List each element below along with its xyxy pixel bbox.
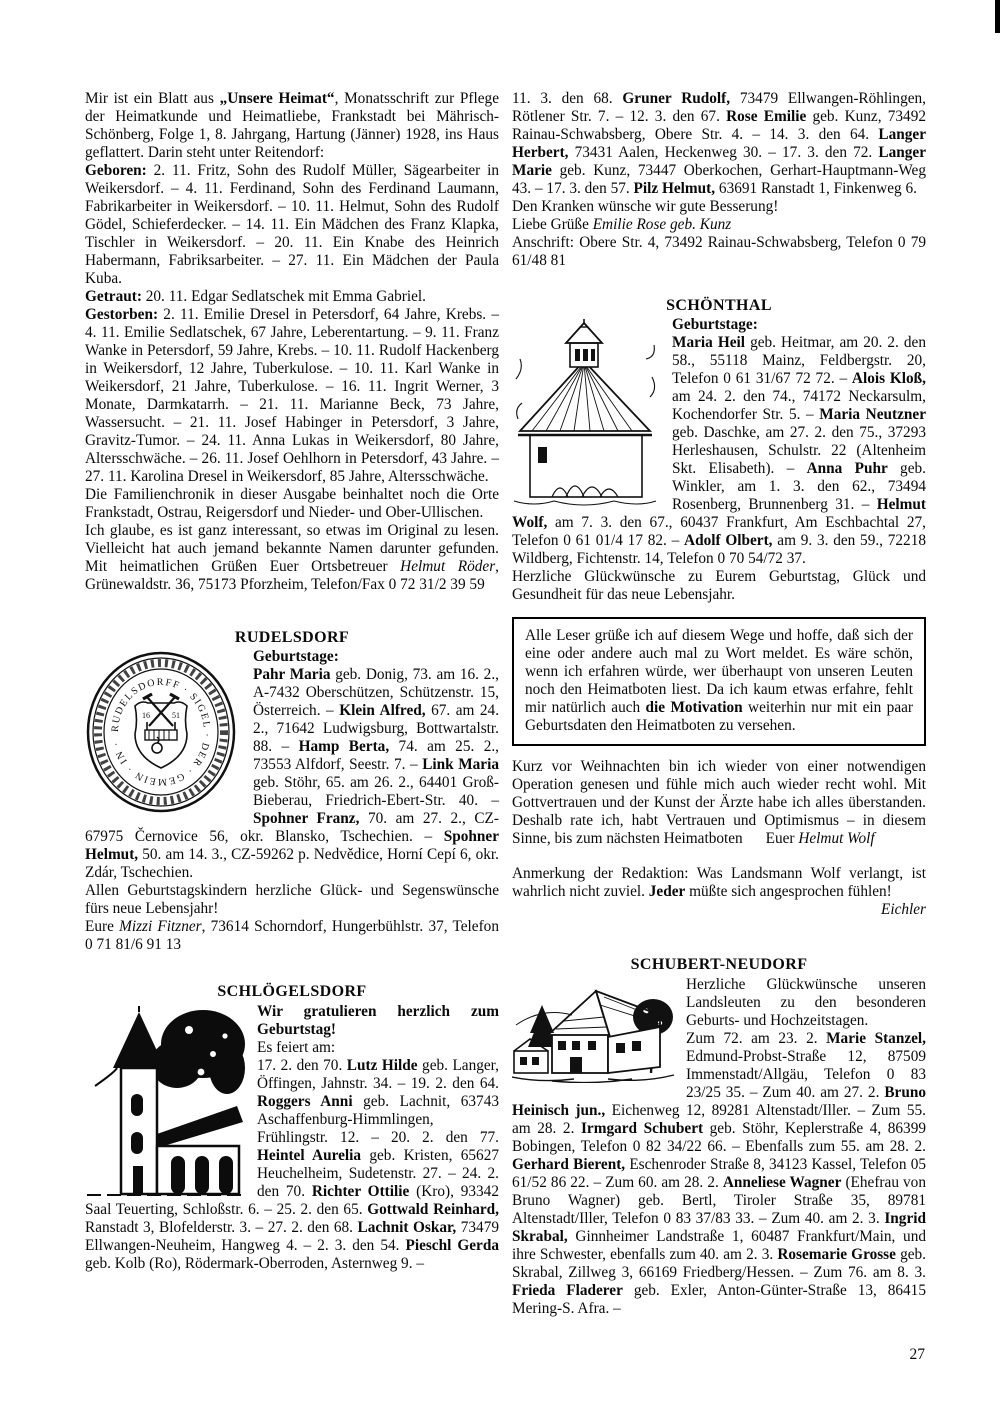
schubert-neudorf-section (512, 955, 926, 1318)
schubert-neudorf-birthdays: Zum 72. am 23. 2. Marie Stanzel, Edmund-Probst-Straße 12, 87509 Immenstadt/Allgäu, Telefon 0 83 23/25 35. – Zum 40. am 27. 2. Bruno Heinisch jun., Eichenweg 12, 89281 Altenstadt/Iller. – Zum 55. am 28. 2. Irmgard Schubert geb. Stöhr, Keplerstraße 4, 86399 Bobingen, Telefon 0 82 34/22 66. – Ebenfalls zum 55. am 28. 2. Gerhard Bierent, Eschenroder Straße 8, 34123 Kassel, Telefon 05 61/52 86 22. – Zum 60. am 28. 2. Anneliese Wagner (Ehefrau von Bruno Wagner) geb. Bertl, Tiroler Straße 35, 89781 Altenstadt/Iller, Telefon 0 83 37/83 33. – Zum 40. am 2. 3. Ingrid Skrabal, Ginnheimer Landstraße 1, 60487 Frankfurt/Main, und ihre Schwester, ebenfalls zum 40. am 2. 3. Rosemarie Grosse geb. Skrabal, Zillweg 3, 66169 Friedberg/Hessen. – Zum 76. am 8. 3. Frieda Fladerer geb. Exler, Anton-Günter-Straße 13, 86415 Mering-S. Afra. – (512, 1030, 926, 1317)
reader-appeal-text: Alle Leser grüße ich auf diesem Wege und hoffe, daß sich der eine oder andere auch mal zu Wort meldet. Es wäre schön, wenn ich erfahren würde, wer überhaupt von unseren Leuten noch den Heimatboten liest. Da ich kaum etwas erfahre, fehlt mir natürlich auch die Motivation weiterhin nur mit ein paar Geburtsdaten den Heimatboten zu versehen. (525, 627, 913, 734)
schloegelsdorf-body (85, 1003, 499, 1273)
schloegelsdorf-congrats: Wir gratulieren herzlich zum Geburtstag! (257, 1003, 499, 1038)
gruesse-line: Liebe Grüße Emilie Rose geb. Kunz (512, 216, 732, 233)
schoenthal-heading: SCHÖNTHAL (666, 297, 772, 314)
schloegelsdorf-heading: SCHLÖGELSDORF (217, 983, 367, 1000)
gestorben-paragraph: Gestorben: 2. 11. Emilie Dresel in Petersdorf, 64 Jahre, Krebs. – 4. 11. Emilie Sedlatschek, 67 Jahre, Leberentartung. – 9. 11. Franz Wanke in Petersdorf, 59 Jahre, Krebs. – 10. 11. Rudolf Hackenberg in Weikersdorf, 12 Jahre, Tuberkulose. – 10. 11. Karl Wanke in Weikersdorf, 21 Jahre, Tuberkulose. – 16. 11. Ingrit Werner, 3 Monate, Darmkatarrh. – 21. 11. Marianne Beck, 73 Jahre, Wassersucht. – 21. 11. Josef Habinger in Petersdorf, 3 Jahre, Gravitz-Tumor. – 24. 11. Anna Lukas in Weikersdorf, 80 Jahre, Altersschwäche. – 26. 11. Josef Oehlhorn in Petersdorf, 43 Jahre. – 27. 11. Karolina Dresel in Weikersdorf, 85 Jahre, Altersschwäche. (85, 306, 499, 485)
schoenthal-wishes: Herzliche Glückwünsche zu Eurem Geburtstag, Glück und Gesundheit für das neue Lebensjahr. (512, 568, 926, 603)
page-number: 27 (909, 1346, 925, 1363)
familienchronik-paragraph: Die Familienchronik in dieser Ausgabe beinhaltet noch die Orte Frankstadt, Ostrau, Reigersdorf und Nieder- und Ober-Ullischen. (85, 486, 499, 521)
rudelsdorf-wishes: Allen Geburtstagskindern herzliche Glück- und Segenswünsche fürs neue Lebensjahr! (85, 882, 499, 917)
rudelsdorf-geburtstage-label: Geburtstage: (253, 648, 339, 665)
schubert-neudorf-body (512, 976, 926, 1318)
schloegelsdorf-birthdays: 17. 2. den 70. Lutz Hilde geb. Langer, Öffingen, Jahnstr. 34. – 19. 2. den 64. Roggers Anni geb. Lachnit, 63743 Aschaffenburg-Himmlingen, Frühlingstr. 12. – 20. 2. den 77. Heintel Aurelia geb. Kristen, 65627 Heuchelheim, Sudetenstr. 27. – 24. 2. den 70. Richter Ottilie (Kro), 93342 Saal Teuerting, Schloßstr. 6. – 25. 2. den 65. Gottwald Reinhard, Ranstadt 3, Blofelderstr. 3. – 27. 2. den 68. Lachnit Oskar, 73479 Ellwangen-Neuheim, Hangweg 4. – 2. 3. den 54. Pieschl Gerda geb. Kolb (Ro), Rödermark-Oberroden, Asternweg 9. – (85, 1057, 500, 1272)
schloegelsdorf-section (85, 982, 499, 1273)
schoenthal-body (512, 316, 926, 604)
left-column (85, 90, 499, 1318)
reader-appeal-box (512, 617, 926, 746)
kurz-paragraph: Kurz vor Weihnachten bin ich wieder von einer notwendigen Operation genesen und fühle mich auch wieder recht wohl. Mit Gottvertrauen und der Kunst der Ärzte habe ich alles überstanden. Deshalb rate ich, habt Vertrauen und Optimismus – in diesem Sinne, bis zum nächsten Heimatboten Euer Helmut Wolf (512, 758, 926, 847)
schubert-neudorf-farmhouse-image (512, 979, 676, 1083)
intro-paragraph: Mir ist ein Blatt aus „Unsere Heimat“, Monatsschrift zur Pflege der Heimatkunde und Heimatliebe, Frankstadt bei Mährisch-Schönberg, Folge 1, 8. Jahrgang, Hartung (Jänner) 1928, ins Haus geflattert. Darin steht unter Reitendorf: (85, 90, 499, 161)
schubert-neudorf-intro: Herzliche Glückwünsche unseren Landsleuten zu den besonderen Geburts- und Hochzeitstagen. (686, 976, 926, 1029)
besserung-line: Den Kranken wünsche wir gute Besserung! (512, 198, 779, 215)
schloegelsdorf-continuation: 11. 3. den 68. Gruner Rudolf, 73479 Ellwangen-Röhlingen, Rötlener Str. 7. – 12. 3. den 67. Rose Emilie geb. Kunz, 73492 Rainau-Schwabsberg, Obere Str. 4. – 14. 3. den 64. Langer Herbert, 73431 Aalen, Heckenweg 30. – 17. 3. den 72. Langer Marie geb. Kunz, 73447 Oberkochen, Gerhart-Hauptmann-Weg 43. – 17. 3. den 57. Pilz Helmut, 63691 Ranstadt 1, Finkenweg 6. (512, 90, 926, 197)
svg-text:RUDELSDORFF · SIGEL · DER · GE (110, 677, 212, 787)
seal-legend-text: RUDELSDORFF · SIGEL · DER · GEMEIN · IN · (109, 676, 213, 788)
seal-year-16: 16 (142, 711, 150, 720)
rudelsdorf-signature: Eure Mizzi Fitzner, 73614 Schorndorf, Hungerbühlstr. 37, Telefon 0 71 81/6 91 13 (85, 918, 499, 953)
anschrift-line: Anschrift: Obere Str. 4, 73492 Rainau-Schwabsberg, Telefon 0 79 61/48 81 (512, 234, 926, 269)
redaktion-anmerkung: Anmerkung der Redaktion: Was Landsmann Wolf verlangt, ist wahrlich nicht zuviel. Jeder müßte sich angesprochen fühlen! (512, 865, 926, 900)
eichler-signature: Eichler (880, 901, 926, 918)
scan-corner-mark (995, 0, 1000, 33)
rudelsdorf-section (85, 628, 499, 954)
rudelsdorf-seal-image (85, 650, 237, 814)
seal-year-51: 51 (172, 711, 180, 720)
rudelsdorf-body (85, 648, 499, 954)
schoenthal-chapel-image (512, 319, 658, 507)
rudelsdorf-heading: RUDELSDORF (234, 629, 350, 646)
glaube-paragraph: Ich glaube, es ist ganz interessant, so etwas im Original zu lesen. Vielleicht hat auch jemand bekannte Namen darunter gefunden. Mit heimatlichen Grüßen Euer Ortsbetreuer Helmut Röder, Grünewaldstr. 36, 75173 Pforzheim, Telefon/Fax 0 72 31/2 39 59 (85, 522, 499, 593)
rudelsdorf-birthdays: Pahr Maria geb. Donig, 73. am 16. 2., A-7432 Oberschützen, Schützenstr. 15, Österreich. – Klein Alfred, 67. am 24. 2., 71642 Ludwigsburg, Bottwartalstr. 88. – Hamp Berta, 74. am 25. 2., 73553 Alfdorf, Seestr. 7. – Link Maria geb. Stöhr, 65. am 26. 2., 64401 Groß-Bieberau, Friedrich-Ebert-Str. 40. – Spohner Franz, 70. am 27. 2., CZ-67975 Černovice 56, okr. Blansko, Tschechien. – Spohner Helmut, 50. am 14. 3., CZ-59262 p. Nedvědice, Horní Cepí 6, okr. Zdár, Tschechien. (85, 666, 500, 881)
schloegelsdorf-feiert: Es feiert am: (257, 1039, 336, 1056)
schoenthal-geburtstage-label: Geburtstage: (672, 316, 758, 333)
right-column (512, 90, 926, 1318)
two-column-layout (85, 90, 926, 1318)
schloegelsdorf-church-image (85, 1006, 245, 1198)
getraut-paragraph: Getraut: 20. 11. Edgar Sedlatschek mit Emma Gabriel. (85, 288, 426, 305)
schoenthal-birthdays: Maria Heil geb. Heitmar, am 20. 2. den 58., 55118 Mainz, Feldbergstr. 20, Telefon 0 61 31/67 72 72. – Alois Kloß, am 24. 2. den 74., 74172 Neckarsulm, Kochendorfer Str. 5. – Maria Neutzner geb. Daschke, am 27. 2. den 75., 37293 Herleshausen, Schulstr. 22 (Altenheim Skt. Elisabeth). – Anna Puhr geb. Winkler, am 1. 3. den 62., 73494 Rosenberg, Brunnenberg 31. – Helmut Wolf, am 7. 3. den 67., 60437 Frankfurt, Am Eschbachtal 27, Telefon 0 61 01/4 17 82. – Adolf Olbert, am 9. 3. den 59., 72218 Wildberg, Fichtenstr. 14, Telefon 0 70 54/72 37. (512, 334, 926, 567)
geboren-paragraph: Geboren: 2. 11. Fritz, Sohn des Rudolf Müller, Sägearbeiter in Weikersdorf. – 4. 11. Ferdinand, Sohn des Ferdinand Laumann, Fabrikarbeiter in Weikersdorf. – 10. 11. Helmut, Sohn des Rudolf Gödel, Schieferdecker. – 14. 11. Ein Mädchen des Franz Klapka, Tischler in Weikersdorf. – 20. 11. Ein Knabe des Heinrich Habermann, Fabriksarbeiter. – 27. 11. Ein Mädchen der Paula Kuba. (85, 162, 499, 287)
schoenthal-section (512, 296, 926, 604)
schubert-neudorf-heading: SCHUBERT-NEUDORF (630, 956, 808, 973)
